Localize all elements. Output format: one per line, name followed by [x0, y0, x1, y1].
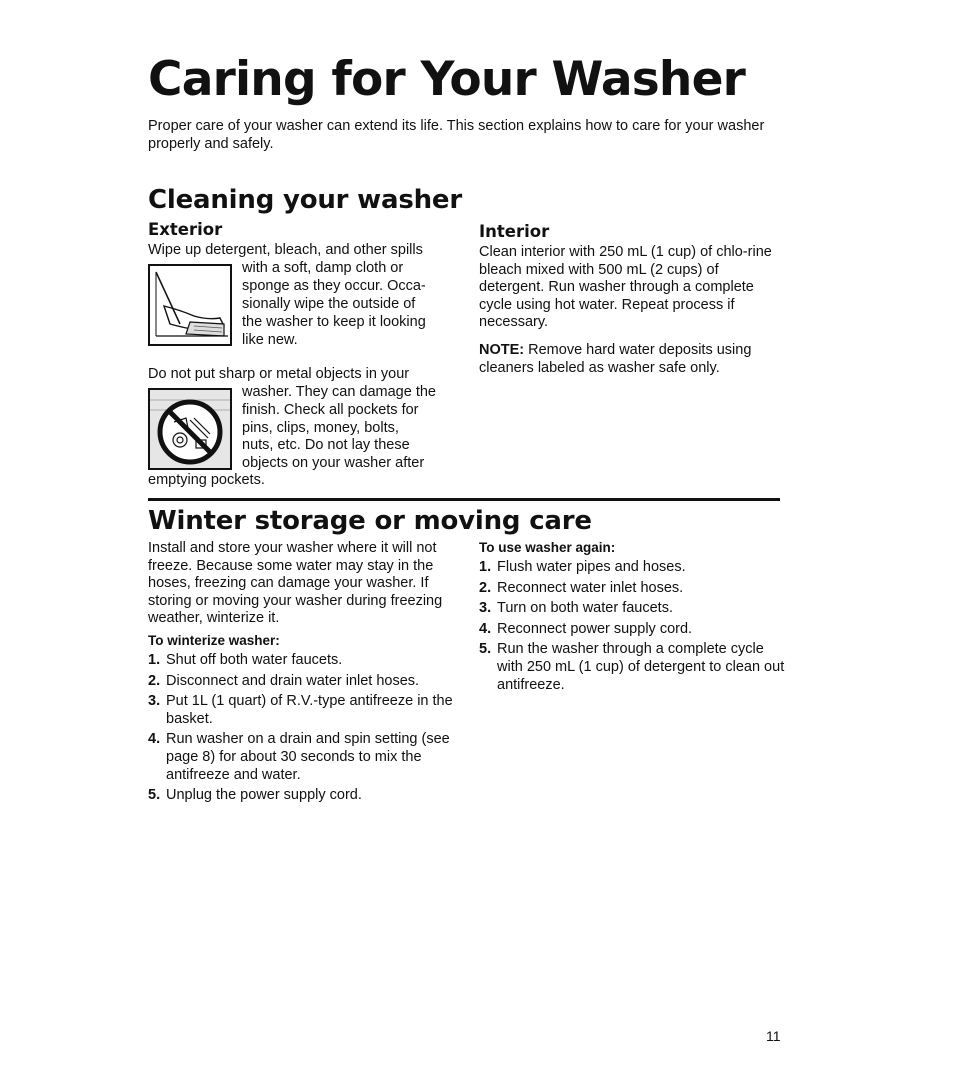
list-item: [148, 652, 458, 670]
step-text: Unplug the power supply cord.: [166, 787, 362, 804]
intro-text: Proper care of your washer can extend its life. This section explains how to care for your washer properly and safely.: [148, 118, 765, 152]
step-number: 1.: [479, 559, 492, 575]
list-item: [148, 787, 458, 805]
winter-intro: Install and store your washer where it will not freeze. Because some water may stay in the hoses, freezing can damage your washer. If storing or moving your washer during freezing weather, winterize it.: [148, 540, 443, 627]
exterior-line: pins, clips, money, bolts,: [242, 420, 399, 436]
page-title: Caring for Your Washer: [148, 52, 746, 107]
step-number: 3.: [479, 600, 492, 617]
step-text: Shut off both water faucets.: [166, 652, 343, 668]
interior-text: Clean interior with 250 mL (1 cup) of chlo-rine bleach mixed with 500 mL (2 cups) of detergent. Run washer through a complete cycle using hot water. Repeat process if necessary.: [479, 244, 772, 331]
step-text: Put 1L (1 quart) of R.V.-type antifreeze in the basket.: [166, 693, 453, 727]
list-item: [479, 559, 789, 577]
winterize-section: [148, 633, 458, 808]
no-objects-illustration: [148, 388, 232, 470]
prohibited-objects-icon: [150, 390, 230, 468]
step-number: 5.: [148, 787, 161, 804]
winterize-steps: [148, 652, 458, 805]
exterior-line: emptying pockets.: [148, 472, 265, 488]
wipe-washer-illustration: [148, 264, 232, 346]
exterior-line: with a soft, damp cloth or: [242, 260, 404, 276]
step-number: 1.: [148, 652, 161, 668]
step-text: Reconnect water inlet hoses.: [497, 579, 684, 596]
exterior-line: washer. They can damage the: [242, 384, 436, 400]
step-number: 2.: [479, 579, 492, 596]
exterior-line: nuts, etc. Do not lay these: [242, 437, 410, 453]
reuse-steps: [479, 559, 789, 694]
note-text: Remove hard water deposits using cleaners labeled as washer safe only.: [479, 342, 752, 376]
exterior-line: Wipe up detergent, bleach, and other spills: [148, 242, 423, 258]
step-number: 5.: [479, 641, 492, 658]
step-text: Run washer on a drain and spin setting (see page 8) for about 30 seconds to mix the antifreeze and water.: [166, 731, 450, 783]
reuse-section: [479, 540, 789, 697]
page-number: 11: [766, 1028, 781, 1044]
reuse-title: To use washer again:: [479, 540, 616, 555]
list-item: [479, 641, 789, 694]
exterior-line: sionally wipe the outside of: [242, 296, 416, 312]
exterior-line: objects on your washer after: [242, 455, 425, 471]
interior-note: [479, 342, 779, 377]
cleaning-heading: Cleaning your washer: [148, 185, 462, 215]
winter-heading: Winter storage or moving care: [148, 506, 592, 536]
step-text: Run the washer through a complete cycle with 250 mL (1 cup) of detergent to clean out antifreeze.: [497, 641, 785, 693]
interior-heading: Interior: [479, 222, 550, 241]
winterize-title: To winterize washer:: [148, 633, 280, 648]
exterior-line: like new.: [242, 332, 298, 348]
exterior-line: the washer to keep it looking: [242, 314, 426, 330]
exterior-heading: Exterior: [148, 220, 223, 239]
list-item: [479, 621, 789, 639]
step-text: Flush water pipes and hoses.: [497, 559, 686, 575]
section-divider: [148, 498, 780, 501]
step-text: Disconnect and drain water inlet hoses.: [166, 672, 420, 689]
list-item: [148, 673, 458, 691]
step-text: Reconnect power supply cord.: [497, 620, 693, 637]
step-number: 4.: [148, 731, 161, 748]
exterior-line: finish. Check all pockets for: [242, 402, 419, 418]
list-item: [148, 693, 458, 728]
step-number: 2.: [148, 672, 161, 689]
list-item: [479, 580, 789, 598]
exterior-line: sponge as they occur. Occa-: [242, 278, 426, 294]
step-text: Turn on both water faucets.: [497, 600, 673, 617]
list-item: [148, 731, 458, 784]
list-item: [479, 600, 789, 618]
step-number: 3.: [148, 693, 161, 710]
step-number: 4.: [479, 620, 492, 637]
wiping-hand-icon: [150, 266, 230, 344]
exterior-line: Do not put sharp or metal objects in your: [148, 366, 410, 382]
note-label: NOTE:: [479, 342, 525, 358]
